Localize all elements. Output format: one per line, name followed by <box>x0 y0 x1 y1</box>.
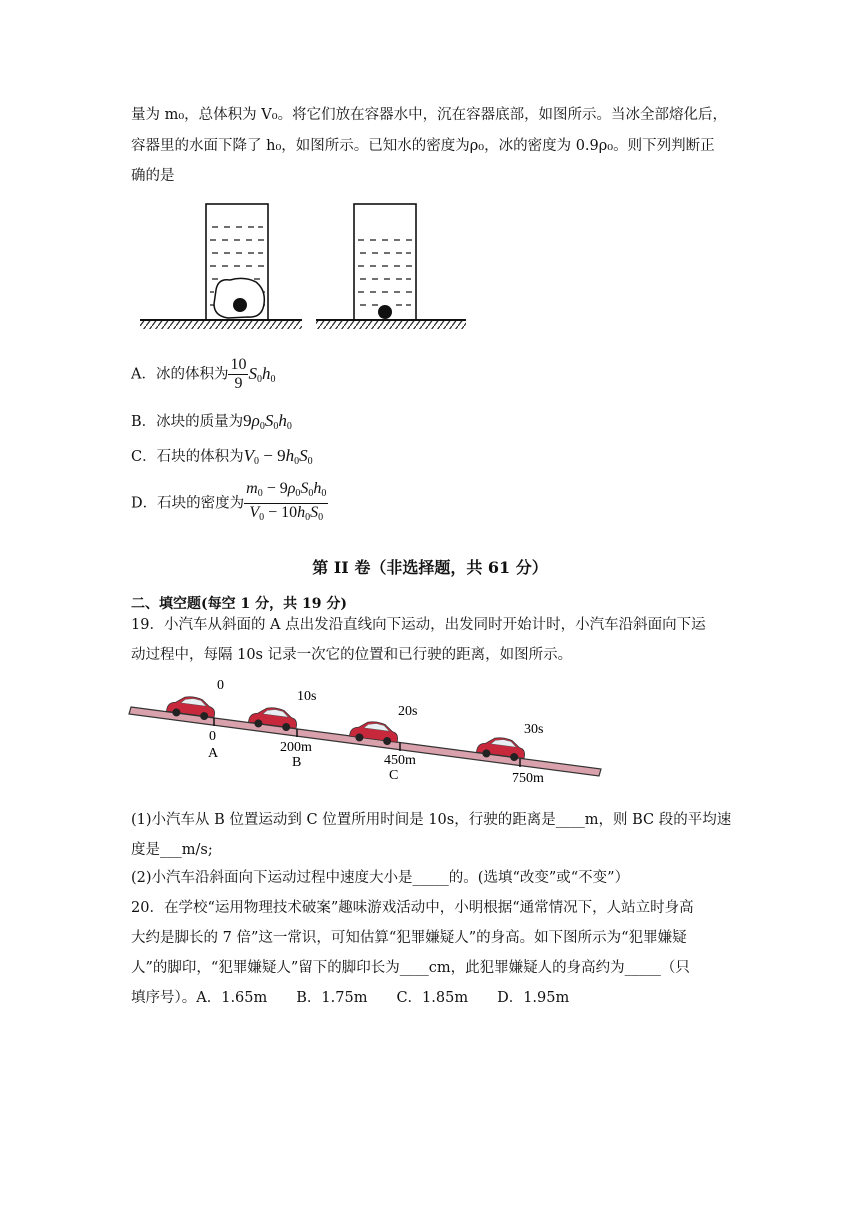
container-figure <box>140 198 470 340</box>
option-c-label: C．石块的体积为 <box>131 449 244 465</box>
option-b-label: B．冰块的质量为 <box>131 414 244 430</box>
option-a <box>131 356 275 393</box>
option-a-label: A．冰的体积为 <box>131 366 229 383</box>
container-right <box>316 204 466 329</box>
option-c <box>131 445 313 467</box>
q20-line-4: 填序号）。A．1.65m B．1.75m C．1.85m D．1.95m <box>131 990 570 1006</box>
q20-line-1: 20．在学校“运用物理技术破案”趣味游戏活动中，小明根据“通常情况下，人站立时身高 <box>131 900 694 916</box>
point-label: C <box>389 768 399 783</box>
option-b-formula: $9\rho_0S_0h_0$ <box>243 411 292 432</box>
time-label: 10s <box>297 689 317 704</box>
option-a-formula: $S_0h_0$ <box>248 363 276 385</box>
distance-label: 0 <box>209 729 216 744</box>
q19-line-1: 19．小汽车从斜面的 A 点出发沿直线向下运动，出发同时开始计时，小汽车沿斜面向下运 <box>131 617 706 633</box>
intro-line-2: 容器里的水面下降了 h₀，如图所示。已知水的密度为ρ₀，冰的密度为 0.9ρ₀。则下列判断正 <box>131 138 715 154</box>
fraction: $\frac{10}{9}$ <box>230 356 247 392</box>
option-b <box>131 410 292 432</box>
option-d-label: D．石块的密度为 <box>131 495 245 512</box>
point-label: B <box>292 755 302 770</box>
stone <box>233 298 247 312</box>
distance-label: 200m <box>280 740 312 755</box>
option-d <box>131 480 328 527</box>
container-left <box>140 204 302 329</box>
q19-line-2: 动过程中，每隔 10s 记录一次它的位置和已行驶的距离，如图所示。 <box>131 647 573 663</box>
time-label: 0 <box>217 678 224 693</box>
time-label: 30s <box>524 722 544 737</box>
q20-line-3: 人”的脚印，“犯罪嫌疑人”留下的脚印长为____cm，此犯罪嫌疑人的身高约为_____（只 <box>131 960 690 976</box>
fraction: $\frac{m_0 - 9\rho_0S_0h_0}{V_0 - 10h_0S_0}$ <box>246 480 327 523</box>
stone <box>378 305 392 319</box>
slope-figure <box>125 672 610 792</box>
intro-line-3: 确的是 <box>131 168 175 184</box>
distance-label: 750m <box>512 771 544 786</box>
intro-line-1: 量为 m₀，总体积为 V₀。将它们放在容器水中，沉在容器底部，如图所示。当冰全部熔化后， <box>131 107 728 123</box>
option-c-formula: $V_0 - 9h_0S_0$ <box>243 446 313 467</box>
q19-sub2: (2)小汽车沿斜面向下运动过程中速度大小是_____的。(选填“改变”或“不变”） <box>131 870 630 886</box>
q19-sub1-line-1: (1)小汽车从 B 位置运动到 C 位置所用时间是 10s，行驶的距离是____m，则 BC 段的平均速 <box>131 812 732 828</box>
slope <box>129 707 601 776</box>
q20-line-2: 大约是脚长的 7 倍”这一常识，可知估算“犯罪嫌疑人”的身高。如下图所示为“犯罪嫌疑 <box>131 930 687 946</box>
time-label: 20s <box>398 704 418 719</box>
q19-sub1-line-2: 度是___m/s; <box>131 842 213 858</box>
point-label: A <box>208 746 219 761</box>
fill-blank-heading: 二、填空题(每空 1 分，共 19 分) <box>131 596 347 612</box>
distance-label: 450m <box>384 753 416 768</box>
section-title: 第 II 卷（非选择题，共 61 分） <box>312 558 548 577</box>
